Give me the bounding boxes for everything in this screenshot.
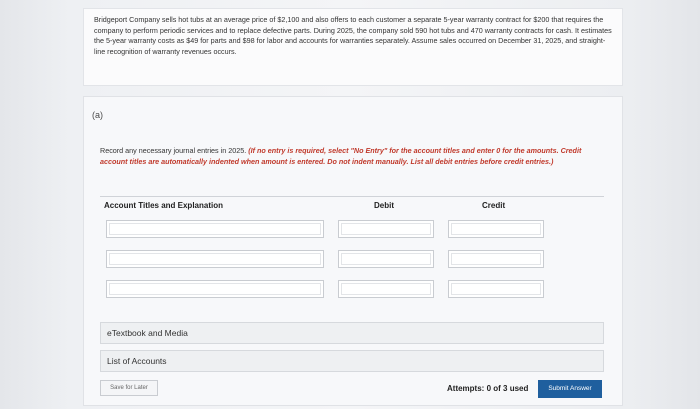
attempts-counter: [447, 384, 528, 393]
account-title-input[interactable]: [106, 280, 324, 298]
etextbook-link[interactable]: eTextbook and Media: [100, 322, 604, 344]
instructions: [100, 146, 600, 167]
account-column-header: Account Titles and Explanation: [104, 201, 223, 210]
problem-text: Bridgeport Company sells hot tubs at an average price of $2,100 and also offers to each customer a separate 5-year warranty contract for $200 that requires the company to perform periodic services and to replace defective parts. During 2025, the company sold 590 hot tubs and 470 warranty contracts for cash. It estimates the 5-year warranty costs as $49 for parts and $98 for labor and accounts for warranties separately. Assume sales occurred on December 31, 2025, and straight-line recognition of warranty revenues occurs.: [94, 15, 612, 56]
submit-answer-button[interactable]: Submit Answer: [538, 380, 602, 398]
instruction-text: Record any necessary journal entries in 2025.: [100, 146, 247, 155]
debit-input[interactable]: [338, 220, 434, 238]
journal-table-header: [100, 196, 604, 217]
debit-column-header: Debit: [374, 201, 394, 210]
account-title-input[interactable]: [106, 250, 324, 268]
debit-input[interactable]: [338, 280, 434, 298]
list-of-accounts-link[interactable]: List of Accounts: [100, 350, 604, 372]
problem-statement: [83, 8, 623, 86]
debit-input[interactable]: [338, 250, 434, 268]
credit-input[interactable]: [448, 280, 544, 298]
instruction-note: (If no entry is required, select "No Entry" for the account titles and enter 0 for the amounts. Credit account titles are automatically indented when amount is entered. Do not indent manually. List all debit entries before credit entries.): [100, 146, 582, 166]
attempts-value: 0 of 3 used: [486, 384, 529, 393]
credit-input[interactable]: [448, 220, 544, 238]
credit-column-header: Credit: [482, 201, 506, 210]
credit-input[interactable]: [448, 250, 544, 268]
account-title-input[interactable]: [106, 220, 324, 238]
part-label: (a): [92, 110, 103, 120]
attempts-label: Attempts:: [447, 384, 485, 393]
save-for-later-button[interactable]: Save for Later: [100, 380, 158, 396]
